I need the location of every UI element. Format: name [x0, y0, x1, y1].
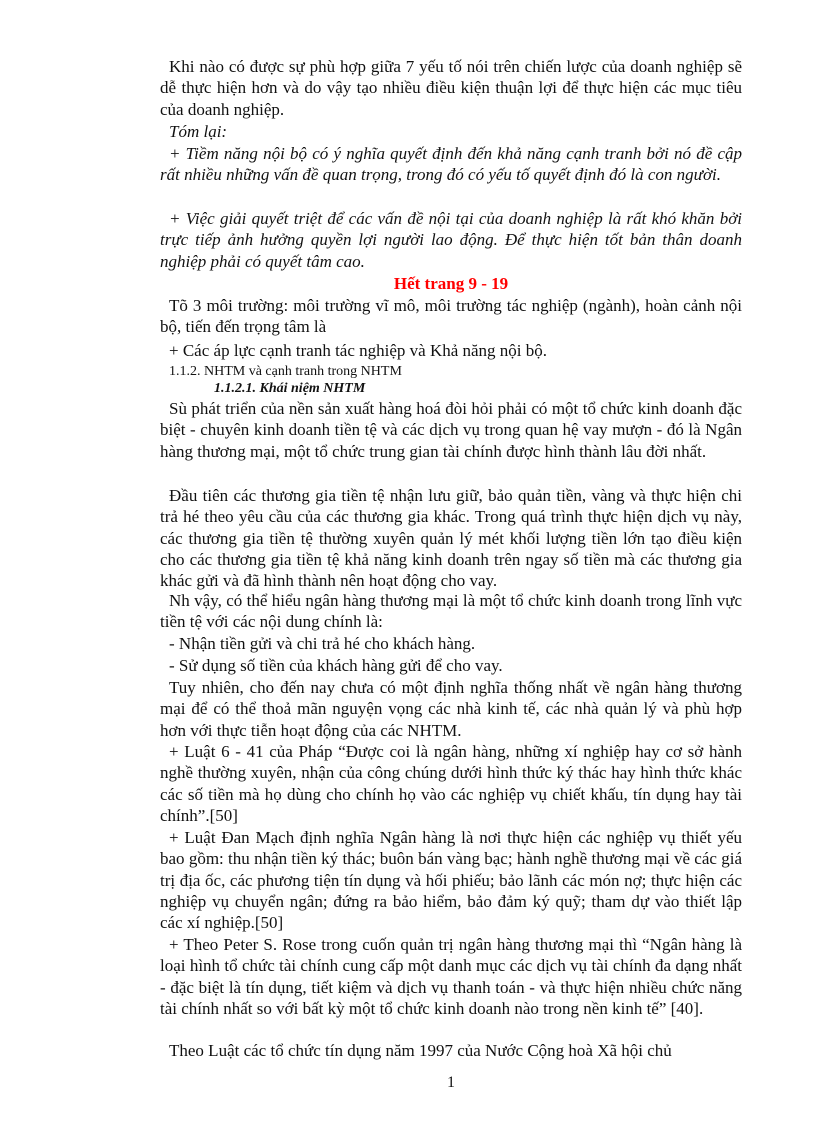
- paragraph-commercial-bank-origin: Sù phát triển của nền sản xuất hàng hoá đòi hỏi phải có một tổ chức kinh doanh đặc biệt - chuyên kinh doanh tiền tệ và các dịch vụ trong quan hệ vay mượn - đó là Ngân hàng thương mại, một tổ chức trung gian tài chính được hình thành lâu đời nhất.: [160, 399, 742, 461]
- paragraph-no-unified-definition: Tuy nhiên, cho đến nay chưa có một định nghĩa thống nhất về ngân hàng thương mại để có thể thoả mãn nguyện vọng các nhà kinh tế, các nhà quản lý và phù hợp hơn với thực tiễn hoạt động của các NHTM.: [160, 678, 742, 740]
- paragraph-internal-potential: + Tiềm năng nội bộ có ý nghĩa quyết định đến khả năng cạnh tranh bởi nó đề cập rất nhiều những vấn đề quan trọng, trong đó có yếu tố quyết định đó là con người.: [160, 144, 742, 185]
- paragraph-competitive-pressures: + Các áp lực cạnh tranh tác nghiệp và Khả năng nội bộ.: [169, 341, 548, 360]
- paragraph-credit-institutions-law: Theo Luật các tổ chức tín dụng năm 1997 của Nước Cộng hoà Xã hội chủ: [169, 1041, 672, 1060]
- paragraph-money-merchants: Đầu tiên các thương gia tiền tệ nhận lưu giữ, bảo quản tiền, vàng và thực hiện chi trả hé theo yêu cầu của các thương gia khác. Trong quá trình thực hiện dịch vụ này, các thương gia tiền tệ thường xuyên quản lý mét khối lượng tiền lớn tạo điều kiện cho các thương gia tiền tệ khả năng kinh doanh trên ngay số tiền mà các thương gia khác gửi và đã hình thành nên hoạt động cho vay.: [160, 486, 742, 591]
- paragraph-danish-law: + Luật Đan Mạch định nghĩa Ngân hàng là nơi thực hiện các nghiệp vụ thiết yếu bao gồm: thu nhận tiền ký thác; buôn bán vàng bạc; hành nghề thương mại về các giá trị địa ốc, các phương tiện tín dụng và hối phiếu; bảo lãnh các món nợ; thực hiện các nghiệp vụ chuyển ngân; đứng ra bảo hiểm, bảo đảm ký quỹ; tham dự vào thiết lập các xí nghiệp.[50]: [160, 828, 742, 933]
- paragraph-strategy-fit: Khi nào có được sự phù hợp giữa 7 yếu tố nói trên chiến lược của doanh nghiệp sẽ dễ thực hiện hơn và do vậy tạo nhiều điều kiện thuận lợi để thực hiện các mục tiêu của doanh nghiệp.: [160, 57, 742, 119]
- list-item-deposits: - Nhận tiền gửi và chi trả hé cho khách hàng.: [169, 634, 476, 653]
- section-heading-1-1-2-1: 1.1.2.1. Khái niệm NHTM: [214, 381, 366, 396]
- page-number: 1: [447, 1074, 455, 1091]
- paragraph-summary-label: Tóm lại:: [169, 122, 228, 141]
- paragraph-internal-issues: + Việc giải quyết triệt để các vấn đề nội tại của doanh nghiệp là rất khó khăn bởi trực tiếp ảnh hưởng quyền lợi người lao động. Để thực hiện tốt bản thân doanh nghiệp phải có quyết tâm cao.: [160, 209, 742, 271]
- list-item-lending: - Sử dụng số tiền của khách hàng gửi để cho vay.: [169, 656, 503, 675]
- page-range-heading: Hết trang 9 - 19: [393, 274, 509, 293]
- section-heading-1-1-2: 1.1.2. NHTM và cạnh tranh trong NHTM: [169, 364, 402, 379]
- paragraph-peter-rose: + Theo Peter S. Rose trong cuốn quản trị ngân hàng thương mại thì “Ngân hàng là loại hình tổ chức tài chính cung cấp một danh mục các dịch vụ tài chính đa dạng nhất - đặc biệt là tín dụng, tiết kiệm và dịch vụ thanh toán - và thực hiện nhiều chức năng tài chính nhất so với bất kỳ một tổ chức kinh doanh nào trong nền kinh tế” [40].: [160, 935, 742, 1018]
- paragraph-three-environments: Tõ 3 môi trường: môi trường vĩ mô, môi trường tác nghiệp (ngành), hoàn cảnh nội bộ, tiến đến trọng tâm là: [160, 296, 742, 337]
- paragraph-french-law: + Luật 6 - 41 của Pháp “Được coi là ngân hàng, những xí nghiệp hay cơ sở hành nghề thường xuyên, nhận của công chúng dưới hình thức ký thác hay hình thức khác các số tiền mà họ dùng cho chính họ vào các nghiệp vụ chiết khấu, tín dụng hay tài chính”.[50]: [160, 742, 742, 825]
- paragraph-bank-definition-intro: Nh vậy, có thể hiểu ngân hàng thương mại là một tổ chức kinh doanh trong lĩnh vực tiền tệ với các nội dung chính là:: [160, 591, 742, 632]
